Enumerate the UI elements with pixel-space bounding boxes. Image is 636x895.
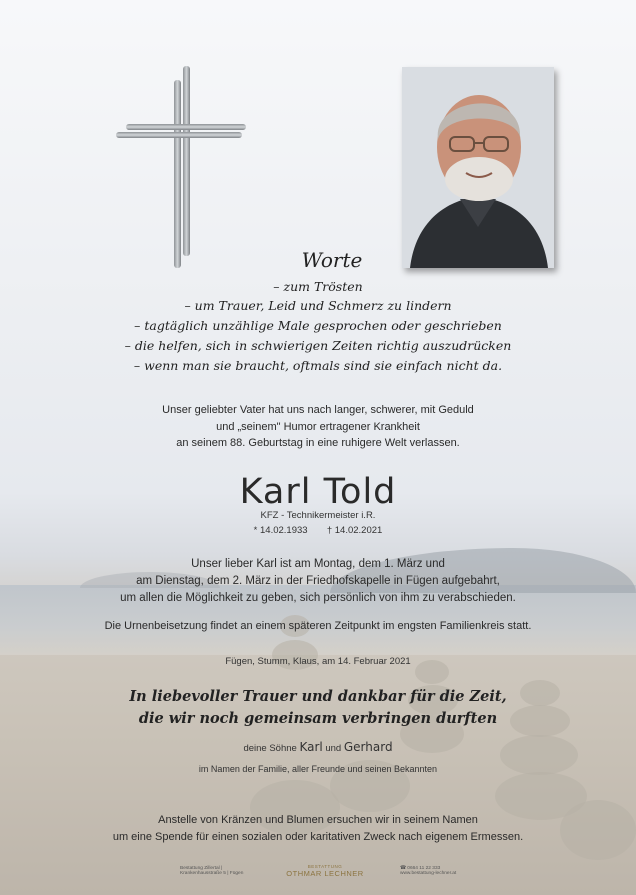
donation-line: um eine Spende für einen sozialen oder karitativen Zweck nach eigenem Ermessen.	[112, 831, 524, 843]
poem-line: – tagtäglich unzählige Male gesprochen oder geschrieben	[134, 318, 502, 333]
footer-brand	[286, 864, 363, 878]
footer-brand-name: OTHMAR LECHNER	[286, 869, 364, 878]
announcement-line: um allen die Möglichkeit zu geben, sich persönlich von ihm zu verabschieden.	[120, 592, 516, 604]
sons-prefix: deine Söhne	[243, 743, 297, 754]
birth-date: * 14.02.1933	[253, 525, 308, 536]
sons-line	[0, 740, 636, 754]
life-dates	[0, 525, 636, 536]
cross-icon	[116, 66, 248, 270]
announcement-line: am Dienstag, dem 2. März in der Friedhofskapelle in Fügen aufgebahrt,	[136, 575, 500, 587]
sons-and: und	[325, 743, 342, 754]
intro-line: an seinem 88. Geburtstag in eine ruhigere Welt verlassen.	[176, 437, 460, 449]
poem-heading: Worte	[301, 248, 363, 272]
poem-line: – um Trauer, Leid und Schmerz zu lindern	[184, 298, 452, 313]
poem-line: – die helfen, sich in schwierigen Zeiten richtig auszudrücken	[124, 338, 512, 353]
family-line: im Namen der Familie, aller Freunde und seinen Bekannten	[198, 764, 438, 774]
poem-line: – zum Trösten	[273, 279, 363, 294]
footer-brand-top: BESTATTUNG	[307, 864, 343, 869]
footer	[180, 860, 470, 882]
footer-web: www.bestattung-lechner.at	[400, 871, 457, 876]
deceased-profession: KFZ - Technikermeister i.R.	[260, 510, 376, 521]
mourning-line: die wir noch gemeinsam verbringen durften	[138, 710, 498, 727]
death-date: † 14.02.2021	[326, 525, 383, 536]
urn-note: Die Urnenbeisetzung findet an einem späteren Zeitpunkt im engsten Familienkreis statt.	[104, 620, 532, 632]
stone-stack-decoration	[250, 780, 340, 835]
stone-stack-decoration	[560, 800, 636, 860]
announcement-line: Unser lieber Karl ist am Montag, dem 1. März und	[191, 558, 445, 570]
place-date: Fügen, Stumm, Klaus, am 14. Februar 2021	[225, 656, 411, 667]
portrait-photo	[402, 67, 554, 268]
son-name: Karl	[299, 740, 323, 754]
deceased-name: Karl Told	[239, 472, 397, 512]
son-name: Gerhard	[343, 740, 393, 754]
poem-line: – wenn man sie braucht, oftmals sind sie einfach nicht da.	[133, 358, 503, 373]
footer-address: Bestattung Zillertal | Krankenhausstraße 5 | Fügen	[180, 866, 244, 876]
intro-line: und „seinem" Humor ertragener Krankheit	[216, 421, 420, 433]
donation-line: Anstelle von Kränzen und Blumen ersuchen wir in seinem Namen	[158, 814, 478, 826]
intro-line: Unser geliebter Vater hat uns nach langer, schwerer, mit Geduld	[162, 404, 474, 416]
footer-phone: ☎ 0664 11 22 333	[400, 866, 441, 871]
mourning-line: In liebevoller Trauer und dankbar für die Zeit,	[129, 688, 507, 705]
